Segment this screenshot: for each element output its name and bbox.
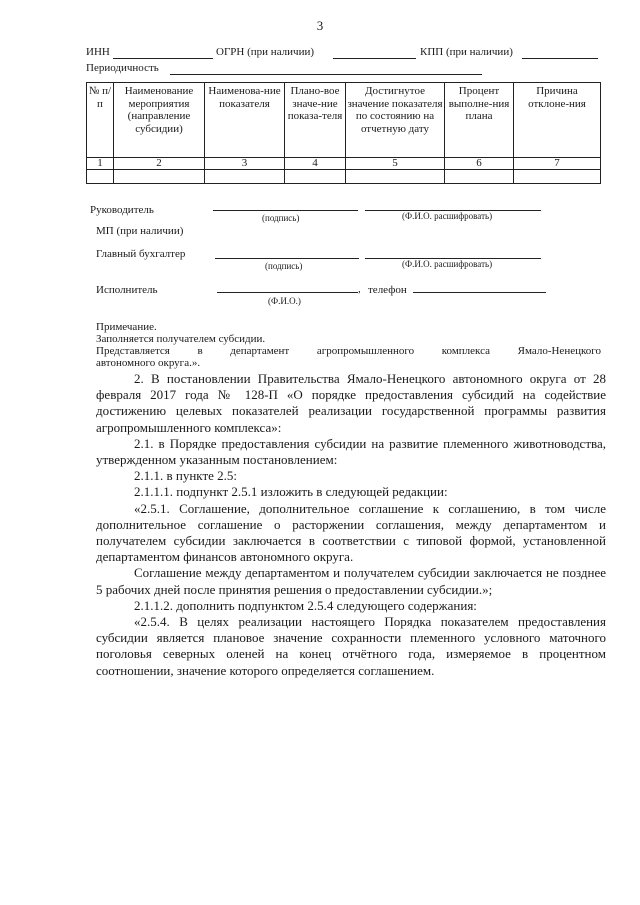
table-cell[interactable] (514, 170, 601, 184)
table-header-cell: Процент выполне-ния плана (445, 83, 514, 158)
note-line-3: автономного округа.». (96, 357, 201, 369)
comma-separator: , (358, 283, 361, 295)
note-line-2: Представляется в департамент агропромышленного комплекса Ямало-Ненецкого (96, 345, 601, 357)
accountant-signature-line[interactable] (215, 258, 359, 259)
kpp-label: КПП (при наличии) (420, 46, 513, 58)
head-signature-line[interactable] (213, 210, 358, 211)
period-field-line[interactable] (170, 74, 482, 75)
table-header-row (87, 83, 601, 158)
table-empty-row (87, 170, 601, 184)
table-cell[interactable] (87, 170, 114, 184)
note-title: Примечание. (96, 321, 157, 333)
accountant-fio-hint: (Ф.И.О. расшифровать) (402, 259, 493, 269)
column-number: 5 (346, 158, 445, 170)
phone-field-line[interactable] (413, 292, 546, 293)
ogrn-field-line[interactable] (333, 58, 416, 59)
accountant-label: Главный бухгалтер (96, 248, 186, 260)
table-header-cell: Плано-вое значе-ние показа-теля (285, 83, 346, 158)
column-number: 3 (205, 158, 285, 170)
column-number: 6 (445, 158, 514, 170)
table-cell[interactable] (346, 170, 445, 184)
table-cell[interactable] (114, 170, 205, 184)
executor-fio-hint: (Ф.И.О.) (268, 296, 301, 306)
paragraph-agreement-term: Соглашение между департаментом и получателем субсидии заключается не позднее 5 рабочих дней после принятия решения о предоставлении субсидии.»; (96, 565, 606, 597)
head-label: Руководитель (90, 204, 154, 216)
table-header-cell: Наименова-ние показателя (205, 83, 285, 158)
stamp-label: МП (при наличии) (96, 225, 184, 237)
kpp-field-line[interactable] (522, 58, 598, 59)
page-number: 3 (316, 18, 324, 33)
head-fio-hint: (Ф.И.О. расшифровать) (402, 211, 493, 221)
paragraph-2-1-1-1: 2.1.1.1. подпункт 2.5.1 изложить в следующей редакции: (134, 484, 448, 500)
table-number-row (87, 158, 601, 170)
table-header-cell: Наименование мероприятия (направление субсидии) (114, 83, 205, 158)
phone-label: телефон (368, 284, 407, 296)
table-header-cell: Достигнутое значение показателя по состоянию на отчетную дату (346, 83, 445, 158)
ogrn-label: ОГРН (при наличии) (216, 46, 315, 58)
inn-field-line[interactable] (113, 58, 213, 59)
period-label: Периодичность (86, 62, 159, 74)
amendments-text (96, 371, 606, 679)
paragraph-2: 2. В постановлении Правительства Ямало-Ненецкого автономного округа от 28 февраля 2017 года № 128-П «О порядке предоставления субсидий на содействие достижению целевых показателей реализации государственной программы развития агропромышленного комплекса»: (96, 371, 606, 435)
table-cell[interactable] (285, 170, 346, 184)
paragraph-2-1-1: 2.1.1. в пункте 2.5: (134, 468, 238, 484)
table-header-cell: Причина отклоне-ния (514, 83, 601, 158)
table-cell[interactable] (445, 170, 514, 184)
paragraph-2-1: 2.1. в Порядке предоставления субсидии на развитие племенного животноводства, утвержденном указанным постановлением: (96, 435, 606, 468)
column-number: 4 (285, 158, 346, 170)
executor-name-line[interactable] (217, 292, 358, 293)
column-number: 1 (87, 158, 114, 170)
report-table (86, 82, 601, 184)
column-number: 2 (114, 158, 205, 170)
paragraph-2-1-1-2: 2.1.1.2. дополнить подпунктом 2.5.4 следующего содержания: (134, 597, 477, 613)
head-signature-hint: (подпись) (262, 213, 300, 223)
column-number: 7 (514, 158, 601, 170)
table-cell[interactable] (205, 170, 285, 184)
inn-label: ИНН (86, 46, 110, 58)
note-line-1: Заполняется получателем субсидии. (96, 333, 266, 345)
executor-label: Исполнитель (96, 284, 158, 296)
table-header-cell: № п/п (87, 83, 114, 158)
accountant-signature-hint: (подпись) (265, 261, 303, 271)
paragraph-2-5-1: «2.5.1. Соглашение, дополнительное соглашение к соглашению, в том числе дополнительное соглашение о расторжении соглашения, между департаментом и получателем субсидии заключается в соответствии с типовой формой, установленной департаментом финансов автономного округа. (96, 500, 606, 565)
paragraph-2-5-4: «2.5.4. В целях реализации настоящего Порядка показателем предоставления субсидии является плановое значение сохранности племенного условного маточного поголовья северных оленей на конец отчётного года, измеряемое в процентном соотношении, значение которого определяется соглашением. (96, 614, 606, 678)
